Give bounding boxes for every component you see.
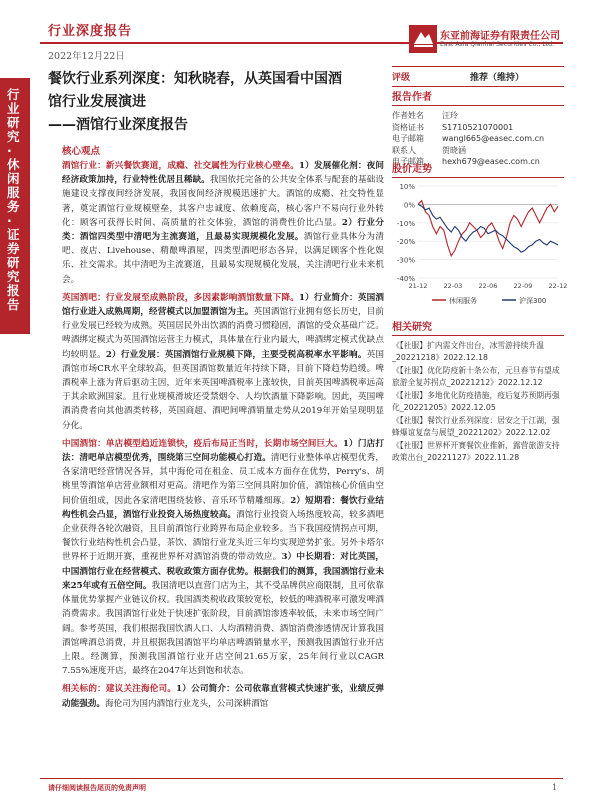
company-logo-icon bbox=[408, 24, 438, 54]
page-title bbox=[48, 68, 378, 137]
y-tick-label: -10% bbox=[396, 219, 415, 228]
related-item[interactable]: 《【社服】扩内需文件出台，冰雪游持续升温_20221218》2022.12.18 bbox=[392, 341, 545, 362]
footer-rule bbox=[40, 778, 563, 779]
contact-email[interactable]: hexh679@easec.com.cn bbox=[442, 157, 540, 166]
sidebar-text: 行业研究·休闲服务·证券研究报告 bbox=[7, 87, 20, 312]
paragraph-targets: 相关标的：建议关注海伦司。1）公司简介：公司依靠直营模式快速扩张，业绩反弹动能强劲。海伦司为国内酒馆行业龙头，公司深耕酒馆 bbox=[62, 684, 384, 709]
related-item[interactable]: 《【社服】优化防疫新十条公布，元旦春节有望成旅游全复苏拐点_20221212》2022.12.12 bbox=[392, 366, 560, 387]
related-item[interactable]: 《【社服】世界杯开赛餐饮业推新，露营旅游支持政策出台_20221127》2022.11.28 bbox=[392, 441, 560, 462]
core-view-label: 核心观点 bbox=[62, 146, 101, 157]
analyst-row: 电子邮箱 hexh679@easec.com.cn bbox=[392, 157, 540, 166]
sidebar-band bbox=[0, 78, 30, 334]
analysts-label: 报告作者 bbox=[392, 92, 432, 103]
series-line-0 bbox=[418, 201, 558, 256]
company-name-en: East Asia Qianhai Securities Co., Ltd. bbox=[440, 41, 555, 48]
legend-label: 休闲服务 bbox=[449, 297, 477, 305]
analyst-row: 联系人 贺晓涵 bbox=[392, 145, 466, 155]
rating-value: 推荐（维持） bbox=[469, 73, 524, 83]
title-line-1: 餐饮行业系列深度：知秋晓春，从英国看中国酒 bbox=[48, 71, 342, 87]
chart-label: 股价走势 bbox=[392, 164, 432, 175]
x-tick-label: 22-09 bbox=[513, 282, 533, 290]
paragraph-uk: 英国酒吧：行业发展至成熟阶段，多因素影响酒馆数量下降。1）行业简介：英国酒馆行业进入成熟周期，经营模式以加盟酒馆为主。英国酒馆行业拥有悠长历史，目前行业发展已经较为成熟。英国居民外出饮酒的消费习惯稳固，酒馆的受众基础广泛。啤酒绑定模式为英国酒馆运营主力模式，具体量在行业内最大，啤酒绑定模式优缺点均较明显。2）行业发展：英国酒馆行业规模下降，主要受税高税率水平影响。英国酒馆市场CR水平全球较高，但英国酒馆数量近年持续下降，目前下降趋势趋缓。啤酒税率上涨为背后驱动主因，近年来英国啤酒税率上涨较快，目前英国啤酒税率远高于其余欧洲国家。且行业规模滑坡还受禁烟令、人均饮酒量下降影响。因此，英国啤酒消费者向其他酒类转移，英国商超、酒吧间啤酒销量走势从2019年开始呈现明显分化。 bbox=[62, 292, 384, 431]
analyst-email[interactable]: wangl665@easec.com.cn bbox=[442, 134, 545, 143]
x-tick-label: 22-03 bbox=[443, 282, 463, 290]
analysts-block bbox=[392, 88, 564, 168]
analyst-row: 电子邮箱 wangl665@easec.com.cn bbox=[392, 134, 545, 143]
related-label: 相关研究 bbox=[392, 322, 432, 333]
analyst-row: 作者姓名 汪玲 bbox=[392, 111, 458, 120]
rating-box bbox=[392, 66, 564, 87]
rating-label: 评级 bbox=[392, 73, 411, 83]
report-date: 2022年12月22日 bbox=[48, 51, 125, 62]
x-tick-label: 22-12 bbox=[548, 282, 568, 290]
title-line-2: 馆行业发展演进 bbox=[48, 94, 146, 110]
related-item[interactable]: 《【社服】餐饮行业系列深度：居安之于江湖，强蜂爆谊复盘与展望_20221202》2022.12.02 bbox=[392, 416, 560, 437]
x-tick-label: 21-12 bbox=[408, 282, 428, 290]
price-chart-block bbox=[392, 160, 568, 312]
legend-label: 沪深300 bbox=[519, 297, 547, 305]
y-tick-label: -20% bbox=[396, 238, 415, 247]
body-text bbox=[62, 159, 384, 711]
company-name-cn: 东亚前海证券有限责任公司 bbox=[440, 31, 560, 42]
y-tick-label: 10% bbox=[399, 183, 415, 191]
related-item[interactable]: 《【社服】多地优化防疫措施，疫后复苏预期再强化_20221205》2022.12.05 bbox=[392, 391, 560, 412]
title-line-3: ——酒馆行业深度报告 bbox=[48, 117, 188, 133]
paragraph-china: 中国酒馆：单店模型趋近连锁快，疫后布局正当时，长期市场空间巨大。1）门店打法：清吧单店模型优秀，围绕第三空间功能模心打造。清吧行业整体单店模型优秀，各家清吧经营情况各异，其中海伦司在租金、员工成本方面存在优势，Perry's、胡桃里等酒馆单店营业额相对更高。清吧作为第三空间具附加价值，酒馆核心价值由空间价值组成，因此各家清吧围绕装修、音乐环节精雕细琢。2）短期看：餐饮行业结构性机会凸显，酒馆行业投资入场热度较高。酒馆行业投资入场热度较高，较多酒吧企业获得各轮次融资，且目前酒馆行业跨界布局企业较多。当下我国疫情拐点可期，餐饮行业结构性机会凸显，茶饮、酒馆行业龙头近三年均实现逆势扩张。另外卡塔尔世界杯于近期开赛，重视世界杯对酒馆消费的带动效应。3）中长期看：对比英国，中国酒馆行业在经营模式、税收政策方面存优势。根据我们的测算，我国酒馆行业未来25年或有五倍空间。我国清吧以直营门店为主，其不受品牌供应商限制，且可依靠体量优势掌握产业链议价权。我国酒类税收政策较宽松，较低的啤酒税率可激发啤酒消费需求。我国酒馆行业处于快速扩张阶段，目前酒馆渗透率较低，未来市场空间广阔。参考英国，我们根据我国饮酒人口、人均酒精消费、酒馆消费渗透情况计算我国酒馆啤酒总消费，并且根据我国酒馆平均单店啤酒销量水平，预测我国酒馆行业开店上限。经测算，预测我国酒馆行业开店空间21.65万家，25年间行业以CAGR 7.55%速度开店，最终在2047年达到饱和状态。 bbox=[62, 438, 384, 677]
y-tick-label: 0% bbox=[403, 201, 415, 210]
footer-disclaimer: 请仔细阅读报告尾页的免责声明 bbox=[48, 784, 146, 792]
y-tick-label: -30% bbox=[396, 256, 415, 265]
related-research bbox=[392, 318, 564, 465]
paragraph-industry: 酒馆行业：新兴餐饮赛道，成瘾、社交属性为行业核心壁垒。1）发展催化剂：夜间经济政策加持，行业特性优居且稀缺。我国依托完备的公共安全体系与配套的基础设施建设支撑夜间经济发展，我国夜间经济规模迅速扩大。酒馆的成瘾、社交特性显著，奠定酒馆行业规模壁垒，其客户忠诚度、依赖度高，核心客户不易向行业外转化：顾客可获得长时间、高质量的社交体验，酒馆的消费性价比凸显。2）行业分类：酒馆四类型中清吧为主流赛道，且最易实现规模化发展。酒馆行业具体分为清吧、夜店、Livehouse、精酿啤酒屋，四类型酒吧形态各异，以满足顾客个性化娱乐、社交需求。其中清吧为主流赛道，且最易实现规模化发展，关注清吧行业未来机会。 bbox=[62, 161, 384, 285]
analyst-row: 资格证书 S1710521070001 bbox=[392, 122, 514, 132]
y-tick-label: -40% bbox=[396, 275, 415, 283]
report-type: 行业深度报告 bbox=[48, 24, 133, 39]
price-chart bbox=[392, 178, 568, 308]
x-tick-label: 22-06 bbox=[478, 282, 498, 290]
page-number: 1 bbox=[552, 783, 558, 792]
